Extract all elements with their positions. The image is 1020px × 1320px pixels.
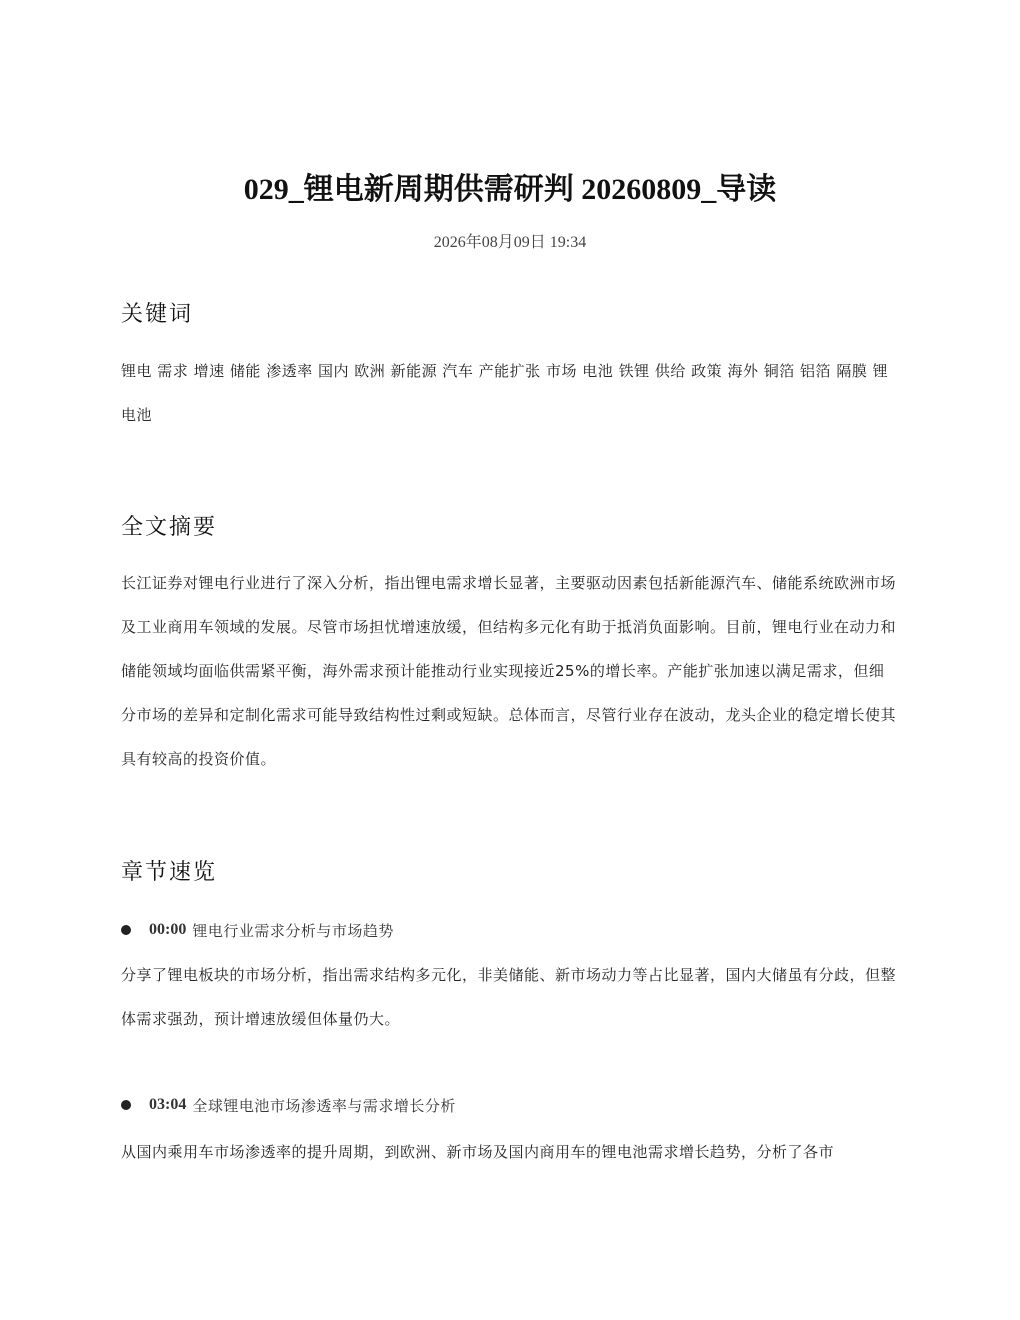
keyword: 新能源 xyxy=(390,362,438,380)
keyword: 汽车 xyxy=(442,362,474,380)
chapter-time: 03:04 xyxy=(149,1096,187,1113)
keyword: 海外 xyxy=(727,362,759,380)
keyword: 供给 xyxy=(654,362,686,380)
document-title: 029_锂电新周期供需研判 20260809_导读 xyxy=(243,173,777,207)
keyword: 锂电 xyxy=(121,362,153,380)
summary-heading: 全文摘要 xyxy=(121,515,218,540)
keyword: 市场 xyxy=(545,362,577,380)
keyword: 产能扩张 xyxy=(478,362,541,380)
keyword: 电池 xyxy=(582,362,614,380)
bullet-icon xyxy=(121,925,131,935)
summary-text: 长江证券对锂电行业进行了深入分析，指出锂电需求增长显著，主要驱动因素包括新能源汽车、储能系统欧洲市场及工业商用车领域的发展。尽管市场担忧增速放缓，但结构多元化有助于抵消负面影响。目前，锂电行业在动力和储能领域均面临供需紧平衡，海外需求预计能推动行业实现接近25%的增长率。产能扩张加速以满足需求，但细分市场的差异和定制化需求可能导致结构性过剩或短缺。总体而言，尽管行业存在波动，龙头企业的稳定增长使其具有较高的投资价值。 xyxy=(121,574,897,768)
chapter-item xyxy=(121,915,899,945)
chapter-title: 全球锂电池市场渗透率与需求增长分析 xyxy=(192,1096,456,1115)
chapter-title: 锂电行业需求分析与市场趋势 xyxy=(192,921,394,940)
document-date: 2026年08月09日 19:34 xyxy=(433,234,587,251)
keyword: 铜箔 xyxy=(763,362,795,380)
chapter-description: 分享了锂电板块的市场分析，指出需求结构多元化，非美储能、新市场动力等占比显著，国内大储虽有分歧，但整体需求强劲，预计增速放缓但体量仍大。 xyxy=(121,966,897,1028)
keyword: 需求 xyxy=(157,362,189,380)
keyword: 欧洲 xyxy=(354,362,386,380)
keywords-list xyxy=(121,349,899,437)
keyword: 铝箔 xyxy=(800,362,832,380)
keyword: 隔膜 xyxy=(836,362,868,380)
bullet-icon xyxy=(121,1100,131,1110)
chapter-description: 从国内乘用车市场渗透率的提升周期，到欧洲、新市场及国内商用车的锂电池需求增长趋势，分析了各市 xyxy=(121,1143,835,1161)
keywords-heading: 关键词 xyxy=(121,302,194,327)
keyword: 国内 xyxy=(317,362,349,380)
chapter-item xyxy=(121,1090,899,1120)
keyword: 储能 xyxy=(229,362,261,380)
keyword: 渗透率 xyxy=(266,362,313,380)
keyword: 政策 xyxy=(691,362,723,380)
keyword: 锂电池 xyxy=(121,362,889,424)
keyword: 增速 xyxy=(193,362,225,380)
keyword: 铁锂 xyxy=(618,362,650,380)
chapter-time: 00:00 xyxy=(149,921,187,938)
chapters-heading: 章节速览 xyxy=(121,860,218,885)
